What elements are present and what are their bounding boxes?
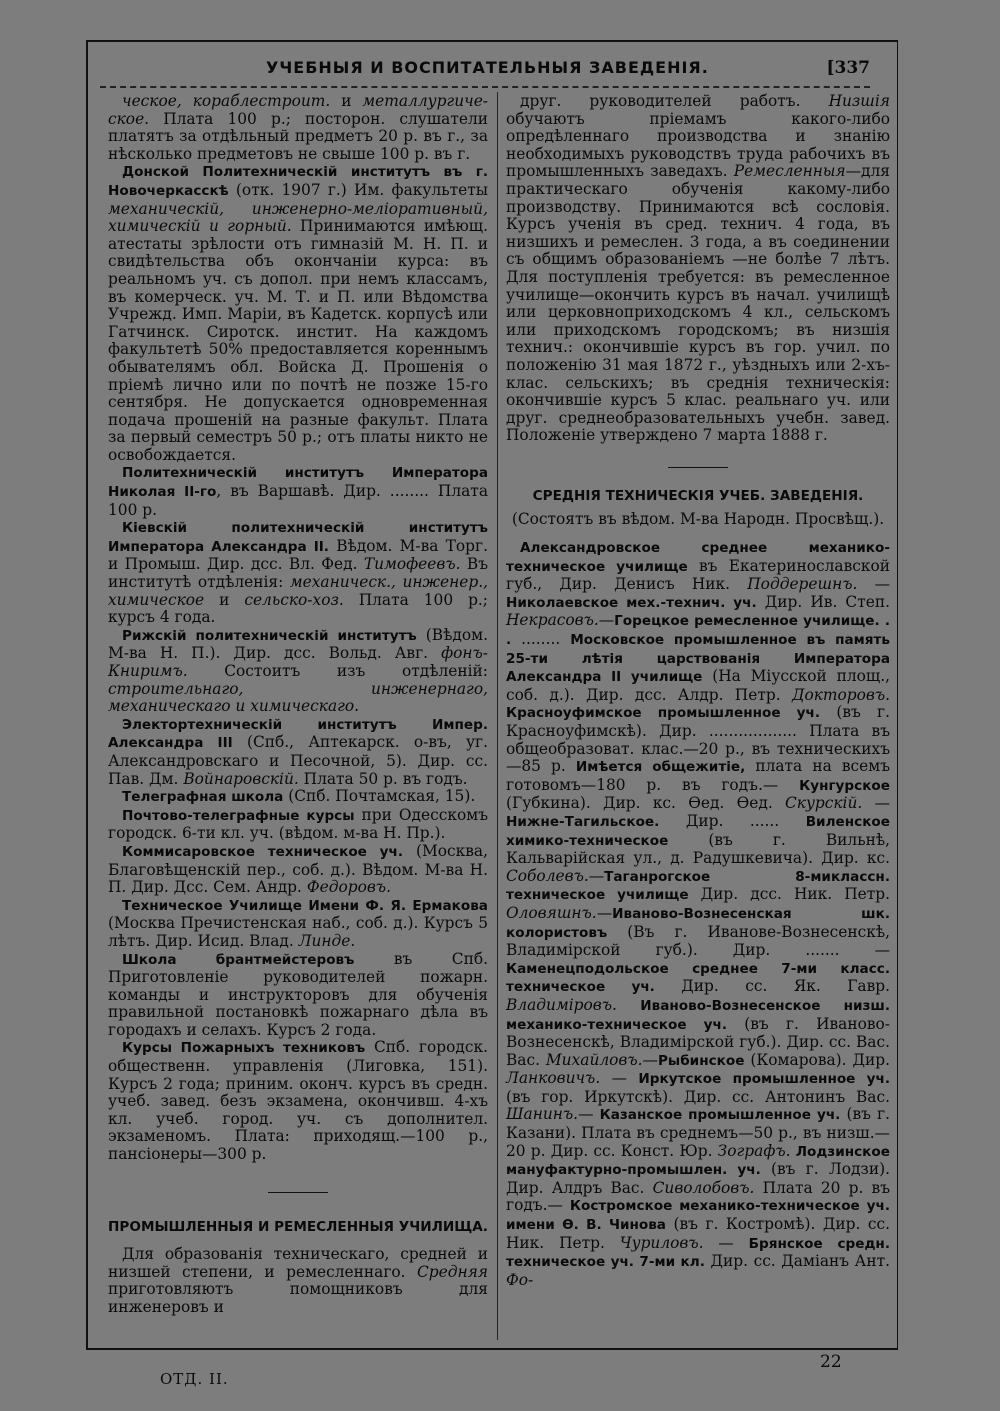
text-run: ........ bbox=[511, 630, 571, 649]
text-run: Въ институтѣ отдѣленія: bbox=[108, 555, 488, 592]
italic-run: Зографъ. bbox=[717, 1141, 791, 1160]
italic-run: Шанинъ. bbox=[506, 1105, 579, 1124]
entry-name: Донской Политехническій институтъ въ г. Новочеркасскѣ bbox=[108, 164, 488, 199]
text-run: друг. руководителей работъ. bbox=[520, 92, 829, 110]
entry-name: Почтово-телеграфные курсы bbox=[122, 807, 355, 824]
left-column bbox=[108, 93, 488, 1317]
entry-paragraph bbox=[108, 843, 488, 897]
italic-run: Низшія bbox=[828, 92, 890, 110]
italic-run: механическ., инженер., химическое bbox=[108, 573, 488, 609]
running-header bbox=[100, 58, 870, 82]
text-run: Принимаются имѣющ. атестаты зрѣлости отъ гимназій М. Н. П. и свидѣтельства объ окончаніи курса: въ реальномъ уч. съ допол. при немъ классамъ, въ комерческ. уч. М. Т. и П. или Вѣдомства Учрежд. Имп. Маріи, въ Кадетск. корпусѣ или Гатчинск. Сиротск. инстит. На каждомъ факультетѣ 50% предоставляется кореннымъ обывателямъ обл. Войска Д. Прошенія о пріемѣ лично или по почтѣ не позже 15-го сентября. Не допускается одновременная подача прошеній на разные факульт. Плата за первый семестръ 50 р.; отъ платы никто не освобождается. bbox=[108, 217, 488, 464]
entry-name: Кунгурское bbox=[799, 777, 890, 794]
header-title: УЧЕБНЫЯ И ВОСПИТАТЕЛЬНЫЯ ЗАВЕДЕНІЯ. bbox=[266, 58, 709, 77]
text-run: — bbox=[598, 611, 615, 630]
italic-run: фонъ-Книримъ. bbox=[108, 644, 488, 680]
right-entries-bottom bbox=[506, 539, 890, 1289]
entry-name: Курсы Пожарныхъ техниковъ bbox=[122, 1040, 366, 1057]
entry-paragraph bbox=[506, 93, 890, 445]
entry-name: Кіевскій политехническій институтъ Императора Александра II. bbox=[108, 520, 488, 555]
italic-run: металлургиче-ское. bbox=[108, 92, 488, 128]
text-run: (Спб. Почтамская, 15). bbox=[283, 787, 476, 806]
text-run: Для образованія техническаго, средней и низшей степени, и ремесленнаго. bbox=[108, 1245, 488, 1281]
entry-paragraph bbox=[506, 539, 890, 1289]
entry-name: Школа брантмейстеровъ bbox=[122, 951, 355, 968]
italic-run: Ланковичъ. bbox=[506, 1069, 601, 1088]
entry-name: Телеграфная школа bbox=[122, 789, 284, 806]
entry-name: Каменецподольское среднее 7-ми класс. техническое уч. bbox=[506, 960, 890, 996]
entry-name: Брянское средн. техническое уч. 7-ми кл. bbox=[506, 1235, 890, 1271]
text-run: Плата 100 р.; курсъ 4 года. bbox=[108, 590, 488, 627]
text-run: Состоитъ изъ отдѣленій: bbox=[187, 662, 488, 680]
entry-paragraph bbox=[108, 897, 488, 951]
text-run: приготовляютъ помощниковъ для инженеровъ и bbox=[108, 1280, 488, 1316]
right-entries-top bbox=[506, 93, 890, 445]
text-run: обучаютъ пріемамъ какого-либо опредѣленнаго производства и знанію необходимыхъ руководствъ труда рабочихъ въ промышленныхъ заведахъ. bbox=[506, 109, 890, 181]
text-run: (въ г. Иваново-Вознесенскѣ, Владимірской губ.). Дир. сс. Вас. Вас. bbox=[506, 1014, 890, 1069]
text-run: (Спб., Аптекарск. о-въ, уг. Александровскаго и Песочной, 5). Дир. сс. Пав. Дм. bbox=[108, 733, 488, 788]
text-run: Дир. ...... bbox=[659, 811, 806, 830]
entry-paragraph bbox=[108, 1246, 488, 1316]
entry-name: Казанское промышленное уч. bbox=[599, 1107, 841, 1124]
entry-paragraph bbox=[108, 93, 488, 163]
italic-run: Фо- bbox=[506, 1270, 534, 1289]
text-run: — bbox=[862, 794, 890, 813]
footer-section: ОТД. II. bbox=[160, 1370, 229, 1388]
entry-paragraph bbox=[108, 807, 488, 843]
entry-name: Костромское механико-техническое уч. имени Ѳ. В. Чинова bbox=[506, 1198, 891, 1234]
italic-run: Федоровъ. bbox=[306, 878, 391, 897]
text-run: въ Спб. Приготовленіе руководителей пожарн. команды и инструкторовъ для обученія правильной постановкѣ пожарнаго дѣла въ городахъ и селахъ. Курсъ 2 года. bbox=[108, 949, 488, 1039]
left-entries bbox=[108, 93, 488, 1164]
entry-name: Таганрогское 8-миклассн. техническое училище bbox=[506, 868, 890, 904]
entry-name: Имѣется общежитіе, bbox=[575, 759, 746, 776]
text-run: — bbox=[588, 866, 605, 885]
italic-run: Ремесленныя bbox=[733, 162, 846, 181]
italic-run: Чуриловъ. bbox=[619, 1233, 704, 1252]
italic-run: механическій, инженерно-меліоративный, химическій и горный. bbox=[108, 199, 488, 236]
text-run: (въ гор. Иркутскѣ). Дир. сс. Антонинъ Вас. bbox=[506, 1087, 890, 1106]
text-run: Дир. сс. Як. Гавр. bbox=[654, 977, 890, 996]
text-run: Плата 50 р. въ годъ. bbox=[298, 769, 468, 788]
entry-name: Красноуфимское промышленное уч. bbox=[506, 705, 821, 722]
text-run: Плата 100 р.; посторон. слушатели платятъ за отдѣльный предметъ 20 р. въ г., за нѣсколько предметовъ не свыше 100 р. въ г. bbox=[108, 109, 488, 163]
italic-run: Средняя bbox=[416, 1262, 488, 1281]
entry-name: Техническое Училище Имени Ф. Я. Ермакова bbox=[122, 897, 488, 914]
entry-name: Александровское среднее механико-техническое училище bbox=[506, 540, 890, 575]
text-run: и bbox=[341, 92, 363, 110]
text-run: въ Екатеринославской губ., Дир. Денисъ Ник. bbox=[506, 556, 891, 594]
text-run bbox=[617, 996, 640, 1014]
section-heading-industrial: ПРОМЫШЛЕННЫЯ И РЕМЕСЛЕННЫЯ УЧИЛИЩА. bbox=[108, 1218, 488, 1235]
italic-run: Сиволобовъ. bbox=[652, 1178, 755, 1197]
header-page-number: [337 bbox=[826, 58, 870, 78]
entry-name: Коммисаровское техническое уч. bbox=[122, 843, 404, 860]
entry-name: Иваново-Вознесенская шк. колористовъ bbox=[506, 905, 890, 941]
text-run: (Москва Пречистенская наб., соб. д.). Курсъ 5 лѣтъ. Дир. Исид. Влад. bbox=[108, 914, 488, 950]
entry-name: Николаевское мех.-технич. уч. bbox=[506, 594, 757, 611]
text-run: плата на всемъ готовомъ—180 р. въ годъ.— bbox=[506, 757, 890, 794]
entry-paragraph bbox=[108, 951, 488, 1040]
italic-run: Некрасовъ. bbox=[506, 611, 599, 630]
entry-paragraph bbox=[108, 163, 488, 464]
italic-run: ческое, кораблестроит. bbox=[122, 92, 342, 110]
italic-run: Поддерешнъ. bbox=[747, 575, 858, 594]
text-run: — bbox=[703, 1233, 749, 1252]
left-after-heading bbox=[108, 1246, 488, 1316]
entry-name: Рижскій политехническій институтъ bbox=[122, 627, 417, 644]
text-run: Спб. городск. общественн. управленія (Лиговка, 151). Курсъ 2 года; приним. оконч. курсъ въ средн. учеб. завед. безъ экзамена, окончивш. 4-хъ кл. учеб. город. уч. съ дополнител. экзаменомъ. Плата: приходящ.—100 р., пансіонеры—300 р. bbox=[108, 1038, 488, 1164]
section-subheading: (Состоятъ въ вѣдом. М-ва Народн. Просвѣщ.). bbox=[511, 510, 885, 529]
entry-paragraph bbox=[108, 788, 488, 807]
entry-paragraph bbox=[108, 627, 488, 716]
column-divider bbox=[497, 92, 498, 1340]
text-run: — bbox=[642, 1050, 658, 1069]
entry-name: Иваново-Вознесенское низш. механико-техническое уч. bbox=[506, 997, 890, 1033]
entry-paragraph bbox=[108, 464, 488, 519]
text-run: (Москва, Благовѣщенскій пер., соб. д.). Вѣдом. М-ва Н. П. Дир. Дсс. Сем. Андр. bbox=[108, 841, 488, 897]
text-run: (въ г. Вильнѣ, Кальварійская ул., д. Радушкевича). Дир. кс. bbox=[506, 830, 890, 868]
italic-run: Оловяшнъ. bbox=[506, 903, 597, 922]
italic-run: Владиміровъ. bbox=[506, 995, 617, 1014]
text-run: (въ г. Лодзи). Дир. Алдръ Вас. bbox=[506, 1160, 890, 1197]
text-run: (въ г. Костромѣ). Дир. сс. Ник. Петр. bbox=[506, 1215, 890, 1252]
entry-paragraph bbox=[108, 1039, 488, 1163]
entry-paragraph bbox=[108, 716, 488, 788]
entry-name: Московское промышленное въ память 25-ти лѣтія царствованія Императора Александра II училище bbox=[506, 632, 890, 686]
text-run: Дир. сс. Даміанъ Ант. bbox=[704, 1252, 890, 1271]
text-run: —для практическаго обученія какому-либо производству. Принимаются всѣ сословія. Курсъ ученія въ сред. технич. 4 года, въ низшихъ и ремеслен. 3 года, а въ соединении съ общимъ образованіемъ —не болѣе 7 лѣтъ. Для поступленія требуется: въ ремесленное училище—окончить курсъ въ начал. училищѣ или церковноприходскомъ 4 кл., сельскомъ или приходскомъ городскомъ; въ низшія технич.: окончившіе курсъ въ гор. учил. по положенію 31 мая 1872 г., уѣздныхъ или 2-хъ-клас. сельскихъ; въ среднія техническія: окончившіе курсъ 5 клас. реальнаго уч. или друг. среднеобразовательныхъ учебн. завед. Положеніе утверждено 7 марта 1888 г. bbox=[506, 162, 890, 445]
italic-run: строительнаго, инженернаго, механическаго и химическаго. bbox=[108, 679, 488, 716]
italic-run: сельско-хоз. bbox=[244, 590, 344, 609]
text-run: — bbox=[857, 575, 890, 594]
text-run: и bbox=[204, 590, 245, 609]
italic-run: Тимофеевъ. bbox=[363, 555, 461, 574]
italic-run: Соболевъ. bbox=[506, 866, 589, 885]
text-run: при Одесскомъ городск. 6-ти кл. уч. (вѣдом. м-ва Н. Пр.). bbox=[108, 805, 488, 843]
text-run: Вѣдом. М-ва Торг. и Промыш. Дир. дсс. Вл. Фед. bbox=[108, 536, 488, 574]
text-run: — bbox=[600, 1069, 639, 1088]
text-run: (въ г. Красноуфимскѣ). Дир. .................. Плата въ общеобразоват. клас.—20 р., въ техническихъ —85 р. bbox=[506, 703, 891, 776]
text-run: Плата 20 р. въ годъ.— bbox=[506, 1178, 890, 1215]
italic-run: Линде. bbox=[298, 931, 356, 950]
text-run: Дир. Ив. Степ. bbox=[756, 592, 890, 611]
header-rule bbox=[100, 86, 870, 88]
italic-run: Войнаровскій. bbox=[183, 769, 299, 788]
text-run: (отк. 1907 г.) Им. факультеты bbox=[228, 180, 488, 199]
entry-name: Горецкое ремесленное училище. . . bbox=[506, 613, 890, 649]
text-run: Дир. дсс. Ник. Петр. bbox=[688, 885, 891, 904]
text-run: — bbox=[596, 903, 613, 922]
text-run: (Комарова). Дир. bbox=[744, 1050, 890, 1069]
entry-name: Рыбинское bbox=[657, 1052, 745, 1069]
footer-signature: 22 bbox=[820, 1352, 842, 1372]
entry-name: Нижне-Тагильское. bbox=[506, 813, 660, 830]
text-run: (Въ г. Иванове-Вознесенскѣ, Владимірской губ.). Дир. ....... — bbox=[506, 922, 890, 960]
text-run: (Губкина). Дир. кс. Ѳед. Ѳед. bbox=[506, 794, 785, 813]
right-column bbox=[506, 93, 890, 1289]
entry-name: Виленское химико-техническое bbox=[506, 813, 890, 849]
entry-name: Политехническій институтъ Императора Николая II-го bbox=[108, 465, 488, 501]
text-run: (Вѣдом. М-ва Н. П.). Дир. дсс. Вольд. Авг. bbox=[108, 625, 489, 663]
text-run: (На Міусской площ., соб. д.). Дир. дсс. Алдр. Петр. bbox=[506, 667, 890, 704]
entry-name: Лодзинское мануфактурно-промышлен. уч. bbox=[506, 1143, 890, 1179]
section-heading-secondary: СРЕДНІЯ ТЕХНИЧЕСКІЯ УЧЕБ. ЗАВЕДЕНІЯ. bbox=[532, 487, 864, 504]
italic-run: Докторовъ. bbox=[791, 685, 890, 704]
entry-name: Иркутское промышленное уч. bbox=[638, 1071, 890, 1088]
italic-run: Скурскій. bbox=[785, 794, 863, 813]
text-run: , въ Варшавѣ. Дир. ........ Плата 100 р. bbox=[108, 482, 488, 519]
entry-name: Электортехническій институтъ Импер. Александра III bbox=[108, 716, 488, 752]
text-run: (въ г. Казани). Плата въ среднемъ—50 р., въ низш.—20 р. Дир. сс. Конст. Юр. bbox=[506, 1105, 890, 1160]
entry-paragraph bbox=[108, 519, 488, 627]
text-run: — bbox=[578, 1105, 600, 1124]
italic-run: Михайловъ. bbox=[545, 1050, 643, 1069]
